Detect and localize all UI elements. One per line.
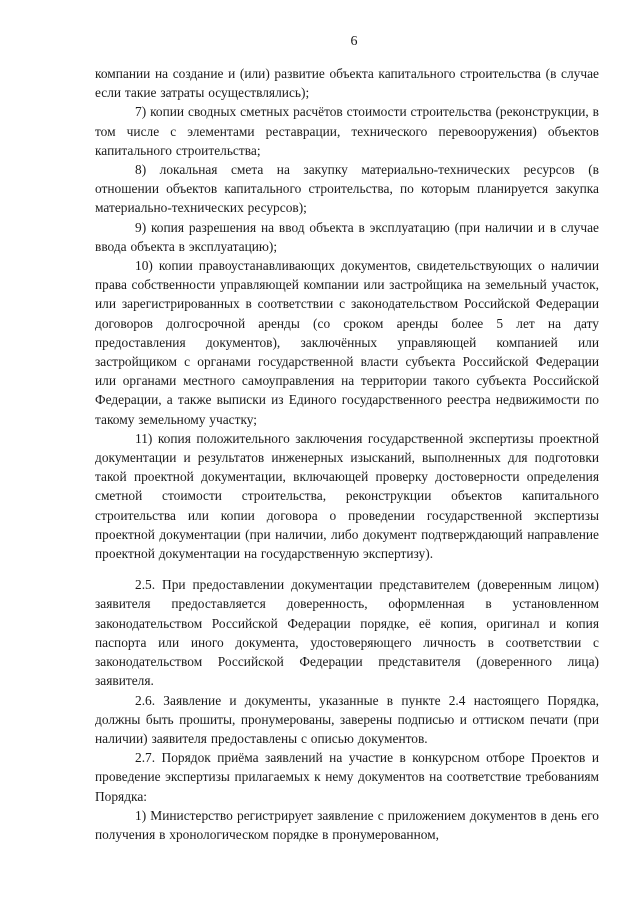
paragraph-2-7: 2.7. Порядок приёма заявлений на участие в конкурсном отборе Проектов и проведение экспертизы прилагаемых к нему документов на соответствие требованиям Порядка: xyxy=(95,750,599,804)
paragraph-2-6: 2.6. Заявление и документы, указанные в пункте 2.4 настоящего Порядка, должны быть прошиты, пронумерованы, заверены подписью и оттиском печати (при наличии) заявителя предоставлены с описью документов. xyxy=(95,692,599,746)
paragraph-item-7: 7) копии сводных сметных расчётов стоимости строительства (реконструкции, в том числе с элементами реставрации, технического перевооружения) объектов капитального строительства; xyxy=(95,104,599,158)
paragraph-2-7-item-1: 1) Министерство регистрирует заявление с приложением документов в день его получения в хронологическом порядке в пронумерованном, xyxy=(95,807,599,842)
page-number: 6 xyxy=(350,34,358,49)
paragraph-2-5: 2.5. При предоставлении документации представителем (доверенным лицом) заявителя предоставляется доверенность, оформленная в установленном законодательством Российской Федерации порядке, её копия, оригинал и копия паспорта или иного документа, удостоверяющего личность в соответствии с законодательством Российской Федерации представителя (доверенного лица) заявителя. xyxy=(95,577,599,689)
paragraph-item-10: 10) копии правоустанавливающих документов, свидетельствующих о наличии права собственности управляющей компании или застройщика на земельный участок, или зарегистрированных в соответствии с законодательством Российской Федерации договоров долгосрочной аренды (со сроком аренды более 5 лет на дату предоставления документов), заключённых управляющей компанией или застройщиком с органами государственной власти субъекта Российской Федерации или органами местного самоуправления на территории такого субъекта Российской Федерации, а также выписки из Единого государственного реестра недвижимости по такому земельному участку; xyxy=(95,258,599,427)
paragraph-item-11: 11) копия положительного заключения государственной экспертизы проектной документации и результатов инженерных изысканий, выполненных для подготовки такой проектной документации, включающей проверку достоверности определения сметной стоимости строительства, реконструкции объектов капитального строительства или копии договора о проведении государственной экспертизы проектной документации (при наличии, либо документ подтверждающий направление проектной документации на государственную экспертизу). xyxy=(95,430,599,562)
paragraph-item-8: 8) локальная смета на закупку материально-технических ресурсов (в отношении объектов капитального строительства, по которым планируется закупка материально-технических ресурсов); xyxy=(95,162,599,216)
paragraph-item-9: 9) копия разрешения на ввод объекта в эксплуатацию (при наличии и в случае ввода объекта в эксплуатацию); xyxy=(95,219,599,254)
paragraph-continuation: компании на создание и (или) развитие объекта капитального строительства (в случае если такие затраты осуществлялись); xyxy=(95,66,599,101)
